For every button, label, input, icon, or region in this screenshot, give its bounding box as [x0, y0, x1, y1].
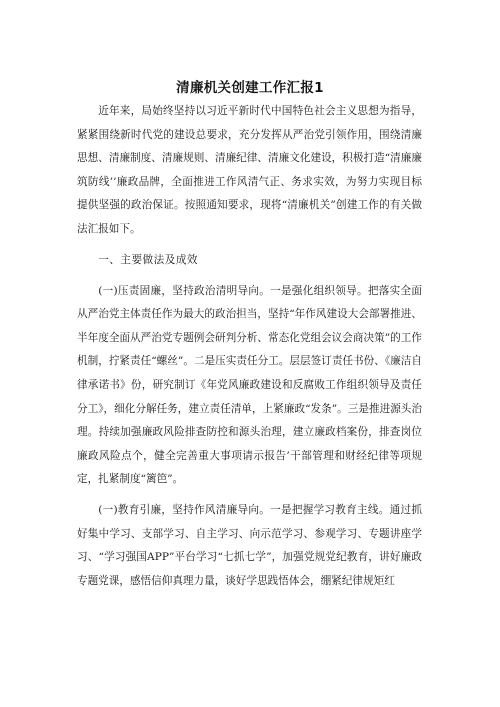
- body-paragraph: (一)教育引廉，坚持作风清廉导向。一是把握学习教育主线。通过抓好集中学习、支部学习、自主学习、向示范学习、参观学习、专题讲座学习、“学习强国APP”平台学习“七抓七学”，加强党规党纪教育，讲好廉政专题党课，感悟信仰真理力量，谈好学思践悟体会，绷紧纪律规矩红: [77, 504, 422, 587]
- document-title: 清廉机关创建工作汇报1: [176, 80, 324, 96]
- section-heading: 一、主要做法及成效: [98, 253, 199, 266]
- document-body: [77, 100, 422, 601]
- intro-paragraph: 近年来，局始终坚持以习近平新时代中国特色社会主义思想为指导，紧紧围绕新时代党的建设总要求，充分发挥从严治党引领作用，围绕清廉思想、清廉制度、清廉规则、清廉纪律、清廉文化建设，积极打造“清廉廉筑防线’’廉政品牌，全面推进工作风清气正、务求实效，为努力实现目标提供坚强的政治保证。按照通知要求，现将“清廉机关”创建工作的有关做法汇报如下。: [77, 105, 422, 235]
- body-paragraph: (一)压责固廉，坚持政治清明导向。一是强化组织领导。把落实全面从严治党主体责任作为最大的政治担当，坚持“年作风建设大会部署推进、半年度全面从严治党专题例会研判分析、常态化党组会议会商决策”的工作机制，拧紧责任“螺丝”。二是压实责任分工。层层签订责任书份、《廉洁自律承诺书》份，研究制订《年党风廉政建设和反腐败工作组织领导及责任分工》，细化分解任务，建立责任清单，上紧廉政“发条”。三是推进源头治理。持续加强廉政风险排查防控和源头治理，建立廉政档案份，排查岗位廉政风险点个，健全完善重大事项请示报告’干部管理和财经纪律等项规定，扎紧制度“篱笆”。: [77, 284, 422, 486]
